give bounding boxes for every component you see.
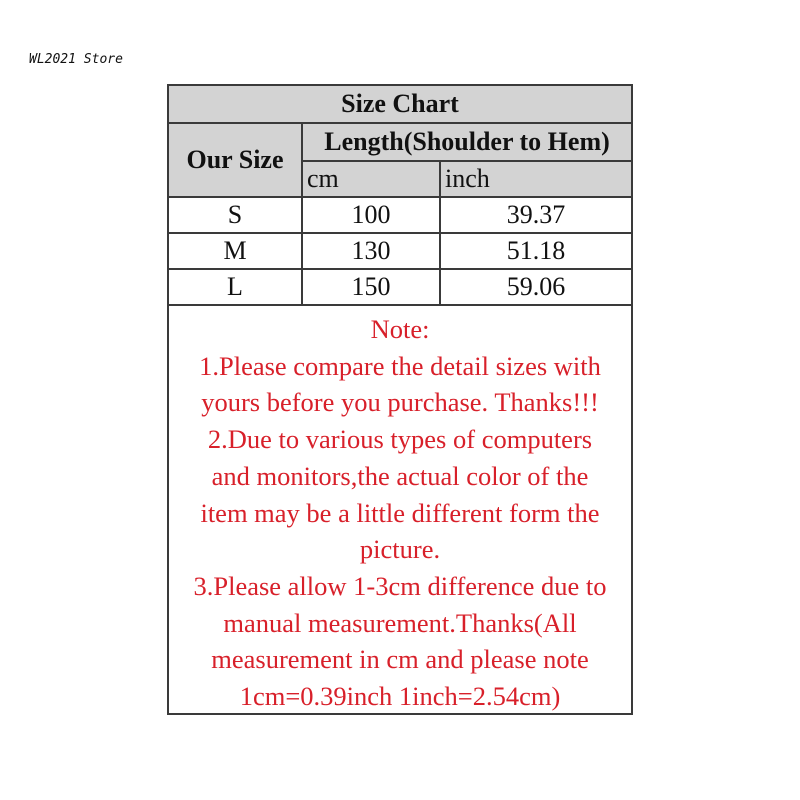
cm-value: 100 [302, 197, 440, 233]
size-table [169, 86, 631, 306]
inch-value: 39.37 [440, 197, 631, 233]
table-row [169, 233, 631, 269]
note-heading: Note: [370, 314, 430, 344]
size-label: L [169, 269, 302, 305]
size-label: S [169, 197, 302, 233]
size-chart [167, 84, 633, 715]
note-section [169, 306, 631, 715]
note-line: picture. [359, 534, 441, 565]
unit-cm-header: cm [302, 161, 440, 197]
note-line: 3.Please allow 1-3cm difference due to [193, 570, 607, 601]
table-row [169, 269, 631, 305]
chart-title: Size Chart [169, 86, 631, 123]
inch-value: 51.18 [440, 233, 631, 269]
length-header: Length(Shoulder to Hem) [302, 123, 631, 161]
cm-value: 150 [302, 269, 440, 305]
inch-value: 59.06 [440, 269, 631, 305]
note-line: 1.Please compare the detail sizes with [199, 350, 601, 381]
note-line: yours before you purchase. Thanks!!! [201, 387, 599, 418]
size-label: M [169, 233, 302, 269]
cm-value: 130 [302, 233, 440, 269]
our-size-header: Our Size [169, 123, 302, 197]
table-row [169, 197, 631, 233]
store-name: WL2021 Store [29, 52, 123, 67]
note-line: measurement in cm and please note [211, 644, 589, 675]
note-line: and monitors,the actual color of the [211, 460, 589, 491]
note-line: manual measurement.Thanks(All [223, 607, 577, 638]
note-line: item may be a little different form the [200, 497, 600, 528]
note-line: 2.Due to various types of computers [207, 424, 593, 455]
note-line: 1cm=0.39inch 1inch=2.54cm) [239, 681, 561, 712]
unit-inch-header: inch [440, 161, 631, 197]
